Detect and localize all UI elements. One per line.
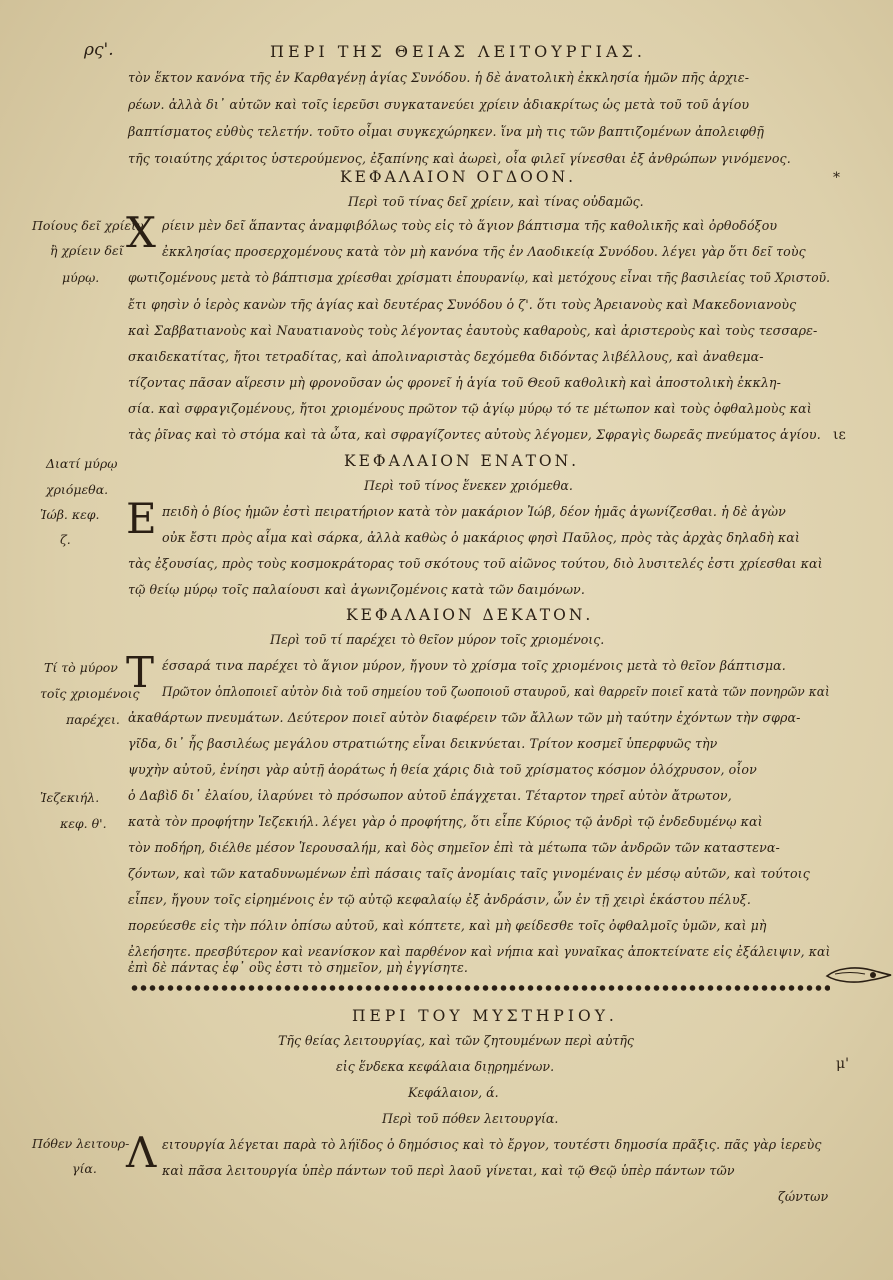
chapter-subtitle: Περὶ τοῦ πόθεν λειτουργία. [382,1111,559,1126]
margin-ref: κεφ. θ'. [60,816,107,831]
ornament-rule [130,982,830,994]
body-line: κατὰ τὸν προφήτην Ἰεζεκιήλ. λέγει γὰρ ὁ προφήτης, ὅτι εἶπε Κύριος τῷ ἀνδρὶ τῷ ἐνδεδυμένῳ καὶ [128,814,763,829]
body-line: φωτιζομένους μετὰ τὸ βάπτισμα χρίεσθαι χρίσματι ἐπουρανίῳ, καὶ μετόχους εἶναι τῆς βασιλείας τοῦ Χριστοῦ. [128,270,831,285]
pointing-hand-icon [825,958,893,992]
body-line: βαπτίσματος εὐθὺς τελετήν. τοῦτο οἶμαι συγκεχώρηκεν. ἵνα μὴ τις τῶν βαπτιζομένων ἀπολειφθῇ [128,124,765,139]
drop-cap: Ε [126,494,157,543]
margin-ref: Ἰεζεκιήλ. [40,790,100,805]
body-line: έσσαρά τινα παρέχει τὸ ἅγιον μύρον, ἤγουν τὸ χρίσμα τοῖς χριομένοις μετὰ τὸ θεῖον βάπτισμα. [162,658,786,673]
running-head: ΠΕΡΙ ΤΗΣ ΘΕΙΑΣ ΛΕΙΤΟΥΡΓΙΑΣ. [270,42,646,61]
body-line: ρίειν μὲν δεῖ ἅπαντας ἀναμφιβόλως τοὺς εἰς τὸ ἅγιον βάπτισμα τῆς καθολικῆς καὶ ὀρθοδόξου [162,218,778,233]
body-line: ἐκκλησίας προσερχομένους κατὰ τὸν μὴ κανόνα τῆς ἐν Λαοδικείᾳ Συνόδου. λέγει γὰρ ὅτι δεῖ τοὺς [162,244,806,259]
body-line: πειδὴ ὁ βίος ἡμῶν ἐστὶ πειρατήριον κατὰ τὸν μακάριον Ἰώβ, δέον ἡμᾶς ἀγωνίζεσθαι. ἡ δὲ ἀγὼν [162,504,786,519]
section-subtitle: εἰς ἕνδεκα κεφάλαια διῃρημένων. [336,1059,555,1074]
catchword: ζώντων [778,1189,829,1204]
body-line: τὸν ποδήρη, διέλθε μέσον Ἱερουσαλήμ, καὶ δὸς σημεῖον ἐπὶ τὰ μέτωπα τῶν ἀνδρῶν τῶν καταστενα- [128,840,780,855]
body-line: Πρῶτον ὁπλοποιεῖ αὐτὸν διὰ τοῦ σημείου τοῦ ζωοποιοῦ σταυροῦ, καὶ θαρρεῖν ποιεῖ κατὰ τῶν πονηρῶν καὶ [162,684,830,699]
drop-cap: Λ [126,1128,157,1177]
body-line: ειτουργία λέγεται παρὰ τὸ λήϊδος ὁ δημόσιος καὶ τὸ ἔργον, τουτέστι δημοσία πρᾶξις. πᾶς γὰρ ἱερεὺς [162,1137,822,1152]
drop-cap: Τ [126,648,155,697]
body-line: εἶπεν, ἤγουν τοῖς εἰρημένοις ἐν τῷ αὐτῷ κεφαλαίῳ ἐξ ἀνδράσιν, ὧν ἐν τῇ χειρὶ ἑκάστου πέλυξ. [128,892,751,907]
drop-cap: Χ [126,208,156,257]
margin-note: ἢ χρίειν δεῖ [50,243,124,258]
body-line: τίζοντας πᾶσαν αἵρεσιν μὴ φρονοῦσαν ὡς φρονεῖ ἡ ἁγία τοῦ Θεοῦ καθολικὴ καὶ ἀποστολικὴ ἐκκλη- [128,375,781,390]
section-heading: ΠΕΡΙ ΤΟΥ ΜΥΣΤΗΡΙΟΥ. [352,1007,618,1025]
body-line: ζόντων, καὶ τῶν καταδυνωμένων ἐπὶ πάσαις ταῖς ἀνομίαις ταῖς γινομέναις ἐν μέσῳ αὐτῶν, καὶ τούτοις [128,866,810,881]
body-line: τὰς ῥῖνας καὶ τὸ στόμα καὶ τὰ ὦτα, καὶ σφραγίζοντες αὐτοὺς λέγομεν, Σφραγὶς δωρεᾶς πνεύματος ἁγίου. [128,427,821,442]
body-line: πορεύεσθε εἰς τὴν πόλιν ὀπίσω αὐτοῦ, καὶ κόπτετε, καὶ μὴ φείδεσθε τοῖς ὀφθαλμοῖς ὑμῶν, καὶ μὴ [128,918,767,933]
margin-note: Τί τὸ μύρον [44,660,118,675]
margin-note: μύρῳ. [62,270,100,285]
body-line: ἐπὶ δὲ πάντας ἐφ᾽ οὓς ἐστι τὸ σημεῖον, μὴ ἐγγίσητε. [128,960,468,975]
body-line: τῆς τοιαύτης χάριτος ὑστερούμενος, ἐξαπίνης καὶ ἀωρεὶ, οἷα φιλεῖ γίνεσθαι ἐξ ἀνθρώπων γινόμενος. [128,151,791,166]
body-line: γῖδα, δι᾽ ἧς βασιλέως μεγάλου στρατιώτης εἶναι δεικνύεται. Τρίτον κοσμεῖ ὑπερφυῶς τὴν [128,736,718,751]
body-line: ρέων. ἀλλὰ δι᾽ αὐτῶν καὶ τοῖς ἱερεῦσι συγκατανεύει χρίειν ἀδιακρίτως ὡς μετὰ τοῦ τοῦ ἁγίου [128,97,750,112]
section-subtitle: Τῆς θείας λειτουργίας, καὶ τῶν ζητουμένων περὶ αὐτῆς [278,1033,634,1048]
body-line: ἔτι φησὶν ὁ ἱερὸς κανὼν τῆς ἁγίας καὶ δευτέρας Συνόδου ὁ ζ'. ὅτι τοὺς Ἀρειανοὺς καὶ Μακεδονιανοὺς [128,297,797,312]
margin-ref: ζ. [60,532,71,547]
chapter-subtitle: Περὶ τοῦ τί παρέχει τὸ θεῖον μύρον τοῖς χριομένοις. [270,632,605,647]
margin-note: παρέχει. [66,712,120,727]
body-line: καὶ Σαββατιανοὺς καὶ Ναυατιανοὺς τοὺς λέγοντας ἑαυτοὺς καθαροὺς, καὶ ἀριστεροὺς καὶ τοὺς τεσσαρε- [128,323,818,338]
chapter-heading: ΚΕΦΑΛΑΙΟΝ ΔΕΚΑΤΟΝ. [346,606,594,624]
body-line: ἀκαθάρτων πνευμάτων. Δεύτερον ποιεῖ αὐτὸν διαφέρειν τῶν ἄλλων τῶν μὴ ταύτην ἐχόντων τὴν σφρα- [128,710,801,725]
margin-note: Πόθεν λειτουρ- [32,1136,130,1151]
body-line: τῷ θείῳ μύρῳ τοῖς παλαίουσι καὶ ἀγωνιζομένοις κατὰ τῶν δαιμόνων. [128,582,585,597]
body-line: σκαιδεκατίτας, ἤτοι τετραδίτας, καὶ ἀπολιναριστὰς δεχόμεθα διδόντας λιβέλλους, καὶ ἀναθεμα- [128,349,764,364]
margin-note: Διατί μύρῳ [46,456,118,471]
body-line: ὁ Δαβὶδ δι᾽ ἐλαίου, ἱλαρύνει τὸ πρόσωπον αὐτοῦ ἐπάγχεται. Τέταρτον τηρεῖ αὐτὸν ἄτρωτον, [128,788,732,803]
margin-ref: Ἰώβ. κεφ. [40,507,100,522]
body-line: καὶ πᾶσα λειτουργία ὑπὲρ πάντων τοῦ περὶ λαοῦ γίνεται, καὶ τῷ Θεῷ ὑπὲρ πάντων τῶν [162,1163,735,1178]
margin-note: γία. [72,1161,97,1176]
signature-mark: μ' [836,1056,849,1072]
end-mark: ιε [833,427,846,443]
margin-note: τοῖς χριομένοις [40,686,140,701]
chapter-label: Κεφάλαιον, ά. [408,1085,499,1100]
body-line: ψυχὴν αὐτοῦ, ἐνίησι γὰρ αὐτῇ ἀοράτως ἡ θεία χάρις διὰ τοῦ χρίσματος κόσμον ὁλόχρυσον, οἷον [128,762,757,777]
folio-number: ρς'. [84,40,114,60]
chapter-subtitle: Περὶ τοῦ τίνος ἕνεκεν χριόμεθα. [364,478,573,493]
chapter-heading: ΚΕΦΑΛΑΙΟΝ ΟΓΔΟΟΝ. [340,168,577,186]
chapter-heading: ΚΕΦΑΛΑΙΟΝ ΕΝΑΤΟΝ. [344,452,580,470]
body-line: τὸν ἕκτον κανόνα τῆς ἐν Καρθαγένῃ ἁγίας Συνόδου. ἡ δὲ ἀνατολικὴ ἐκκλησία ἡμῶν πῆς ἀρχιε- [128,70,750,85]
asterisk-mark: * [833,170,840,186]
chapter-subtitle: Περὶ τοῦ τίνας δεῖ χρίειν, καὶ τίνας οὐδαμῶς. [348,194,644,209]
margin-note: Ποίους δεῖ χρίειν [32,218,144,233]
body-line: οὐκ ἔστι πρὸς αἷμα καὶ σάρκα, ἀλλὰ καθὼς ὁ μακάριος φησὶ Παῦλος, πρὸς τὰς ἀρχὰς δηλαδὴ καὶ [162,530,800,545]
body-line: ἐλεήσητε. πρεσβύτερον καὶ νεανίσκον καὶ παρθένον καὶ νήπια καὶ γυναῖκας ἀποκτείνατε εἰς ἐξάλειψιν, καὶ [128,944,831,959]
margin-note: χριόμεθα. [46,482,109,497]
body-line: σία. καὶ σφραγιζομένους, ἤτοι χριομένους πρῶτον τῷ ἁγίῳ μύρῳ τό τε μέτωπον καὶ τοὺς ὀφθαλμοὺς καὶ [128,401,812,416]
body-line: τὰς ἐξουσίας, πρὸς τοὺς κοσμοκράτορας τοῦ σκότους τοῦ αἰῶνος τούτου, διὸ λυσιτελές ἐστι χρίεσθαι καὶ [128,556,823,571]
